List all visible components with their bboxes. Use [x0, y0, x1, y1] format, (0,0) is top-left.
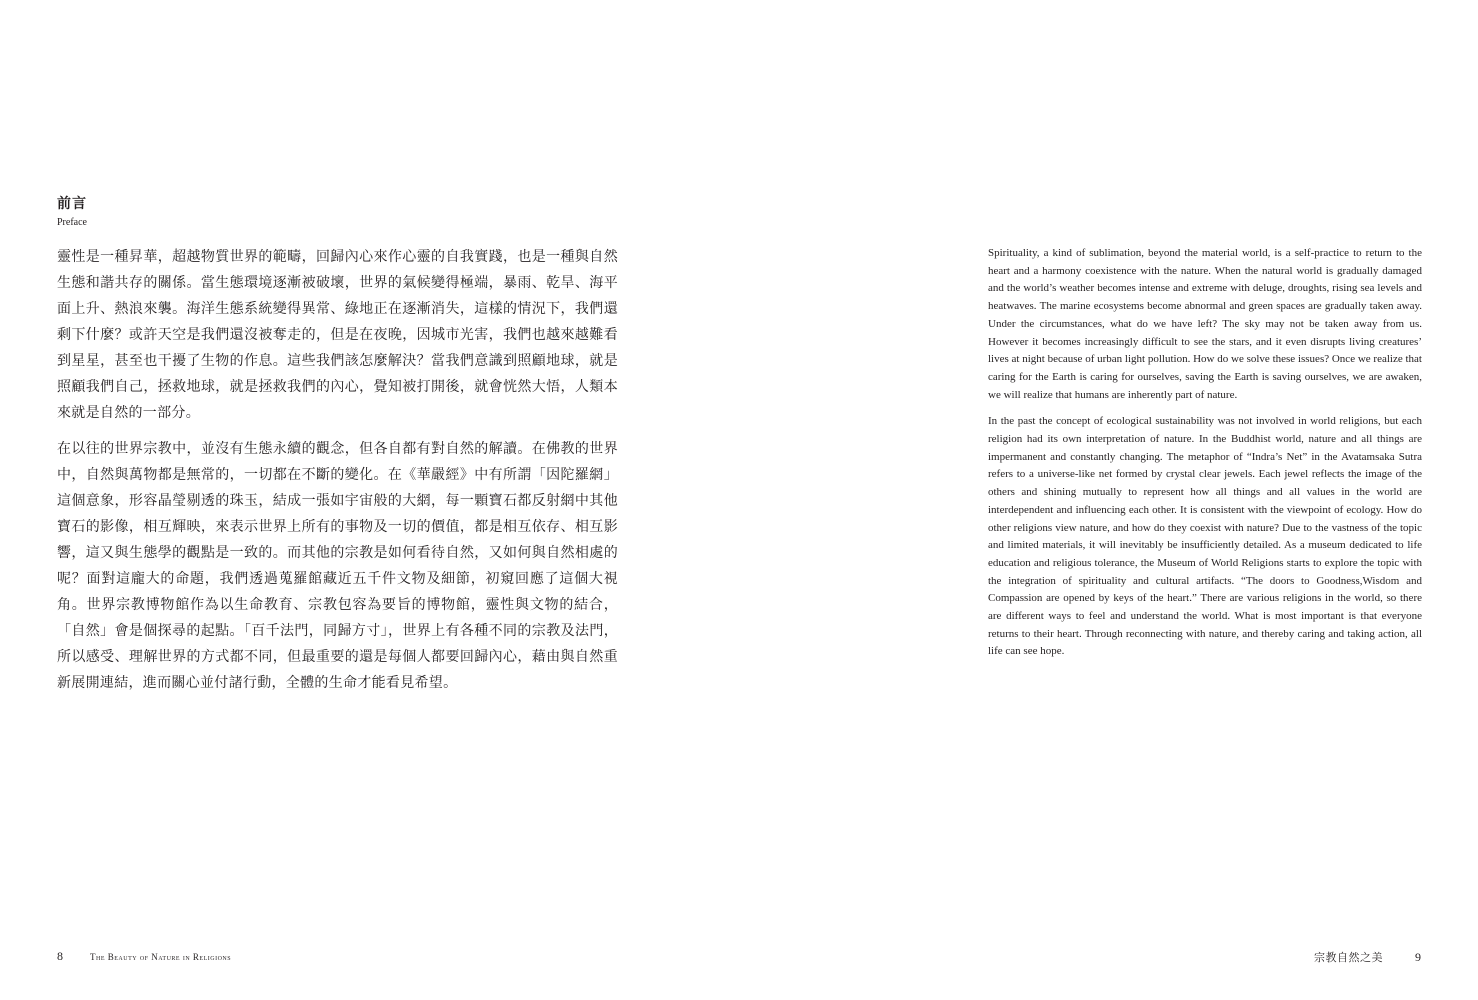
- english-paragraph-2: In the past the concept of ecological sustainability was not involved in world religions, but each religion had its own interpretation of nature. In the Buddhist world, nature and all things are impermanent and constantly changing. The metaphor of “Indra’s Net” in the Avatamsaka Sutra refers to a universe-like net formed by crystal clear jewels. Each jewel reflects the image of the others and shining mutually to represent how all things and all values in the world are interdependent and influencing each other. It is consistent with the viewpoint of ecology. How do other religions view nature, and how do they coexist with nature? Due to the vastness of the topic and limited materials, it will inevitably be insufficiently detailed. As a museum dedicated to life education and religious tolerance, the Museum of World Religions starts to explore the topic with the integration of spirituality and cultural artifacts. “The doors to Goodness,Wisdom and Compassion are opened by keys of the heart.” There are various religions in the world, so there are different ways to feel and understand the world. What is most important is that everyone returns to their heart. Through reconnecting with nature, and thereby caring and taking action, all life can see hope.: [988, 415, 1422, 658]
- right-page: [739, 0, 1478, 1000]
- chinese-body-text: [57, 244, 618, 706]
- running-title-english: [90, 952, 231, 962]
- running-title-english-text: The Beauty of Nature in Religions: [90, 952, 232, 962]
- running-title-chinese: 宗教自然之美: [1314, 951, 1383, 964]
- heading-english: Preface: [57, 217, 87, 228]
- left-footer: [57, 949, 231, 964]
- heading-chinese: 前言: [57, 196, 87, 212]
- page-number-left: 8: [57, 949, 63, 963]
- page-number-right: 9: [1415, 950, 1421, 964]
- chinese-paragraph-1: 靈性是一種昇華，超越物質世界的範疇，回歸內心來作心靈的自我實踐，也是一種與自然生態和諧共存的關係。當生態環境逐漸被破壞，世界的氣候變得極端，暴雨、乾旱、海平面上升、熱浪來襲。海洋生態系統變得異常、綠地正在逐漸消失，這樣的情況下，我們還剩下什麼？或許天空是我們還沒被奪走的，但是在夜晚，因城市光害，我們也越來越難看到星星，甚至也干擾了生物的作息。這些我們該怎麼解決？當我們意識到照顧地球，就是照顧我們自己，拯救地球，就是拯救我們的內心，覺知被打開後，就會恍然大悟，人類本來就是自然的一部分。: [57, 249, 618, 421]
- chinese-paragraph-2: 在以往的世界宗教中，並沒有生態永續的觀念，但各自都有對自然的解讀。在佛教的世界中，自然與萬物都是無常的，一切都在不斷的變化。在《華嚴經》中有所謂「因陀羅網」這個意象，形容晶瑩剔透的珠玉，結成一張如宇宙般的大網，每一顆寶石都反射網中其他寶石的影像，相互輝映，來表示世界上所有的事物及一切的價值，都是相互依存、相互影響，這又與生態學的觀點是一致的。而其他的宗教是如何看待自然，又如何與自然相處的呢？面對這龐大的命題，我們透過蒐羅館藏近五千件文物及細節，初窺回應了這個大視角。世界宗教博物館作為以生命教育、宗教包容為要旨的博物館，靈性與文物的結合，「自然」會是個探尋的起點。「百千法門，同歸方寸」，世界上有各種不同的宗教及法門，所以感受、理解世界的方式都不同，但最重要的還是每個人都要回歸內心，藉由與自然重新展開連結，進而關心並付諸行動，全體的生命才能看見希望。: [57, 441, 618, 691]
- preface-heading: [57, 194, 87, 230]
- english-paragraph-1: Spirituality, a kind of sublimation, beyond the material world, is a self-practice to return to the heart and a harmony coexistence with the nature. When the natural world is gradually damaged and the world’s weather becomes intense and extreme with deluge, droughts, rising sea levels and heatwaves. The marine ecosystems become abnormal and green spaces are gradually taken away. Under the circumstances, what do we have left? The sky may not be taken away from us. However it becomes increasingly difficult to see the stars, and it even disrupts living creatures’ lives at night because of urban light pollution. How do we solve these issues? Once we realize that caring for the Earth is caring for ourselves, saving the Earth is saving ourselves, we are awaken, we will realize that humans are inherently part of nature.: [988, 247, 1422, 401]
- right-footer: [1314, 949, 1421, 965]
- english-body-text: [988, 245, 1422, 670]
